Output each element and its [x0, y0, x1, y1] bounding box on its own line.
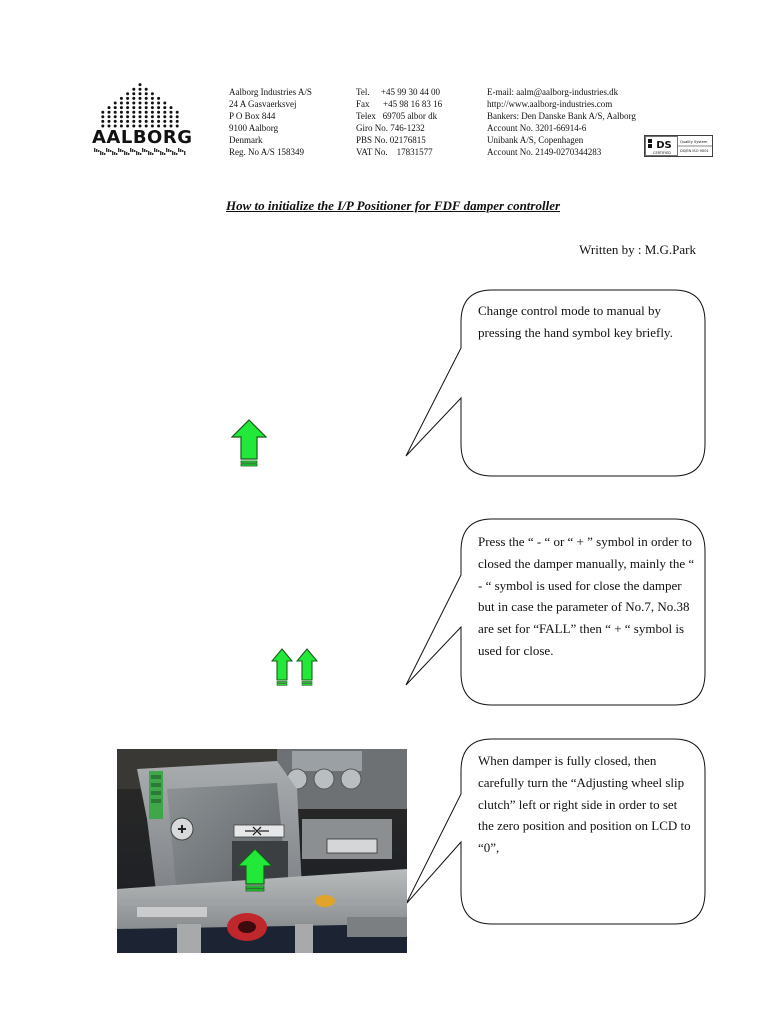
up-arrow-icon [271, 648, 293, 686]
bank-line: Unibank A/S, Copenhagen [487, 135, 584, 146]
address-line: 24 A Gasvaerksvej [229, 99, 297, 110]
ds-badge-label: Quality System [680, 140, 708, 144]
contact-line: PBS No. 02176815 [356, 135, 426, 146]
bank-line: Account No. 2149-0270344283 [487, 147, 602, 158]
contact-line: Tel. +45 99 30 44 00 [356, 87, 440, 97]
contact-line: Fax +45 98 16 83 16 [356, 99, 443, 110]
bank-line: http://www.aalborg-industries.com [487, 99, 613, 110]
address-line: P O Box 844 [229, 111, 276, 122]
up-arrow-icon [296, 648, 318, 686]
document-title: How to initialize the I/P Positioner for FDF damper controller [225, 198, 561, 213]
contact-line: VAT No. 17831577 [356, 147, 433, 158]
contact-line: Telex 69705 albor dk [356, 111, 438, 122]
ds-badge-mark: DS [656, 140, 672, 151]
address-line: Reg. No A/S 158349 [229, 147, 305, 158]
logo-wordmark: AALBORG [92, 127, 193, 148]
bank-line: Bankers: Den Danske Bank A/S, Aalborg [487, 111, 636, 122]
address-line: 9100 Aalborg [229, 123, 279, 134]
address-line: Denmark [229, 135, 263, 146]
contact-line: Giro No. 746-1232 [356, 123, 425, 134]
address-line: Aalborg Industries A/S [229, 87, 312, 97]
document-author: Written by : M.G.Park [579, 242, 696, 257]
bank-line: Account No. 3201-66914-6 [487, 123, 587, 134]
up-arrow-icon [237, 848, 273, 892]
bank-line: E-mail: aalm@aalborg-industries.dk [487, 87, 619, 97]
step-1-text: Change control mode to manual by pressing the hand symbol key briefly. [478, 303, 673, 340]
up-arrow-icon [231, 419, 267, 467]
step-3-text: When damper is fully closed, then carefully turn the “Adjusting wheel slip clutch” left or right side in order to set the zero position and position on LCD to “0”, [478, 753, 691, 856]
ds-badge-standard: DS/EN ISO 9001 [680, 149, 709, 153]
step-2-text: Press the “ - “ or “ + ” symbol in order to closed the damper manually, mainly the “ - “ symbol is used for close the damper but in case the parameter of No.7, No.38 are set for “FALL” then “ + “ symbol is used for close. [478, 534, 695, 658]
ds-badge-sub: CERTIFIED [653, 151, 671, 155]
